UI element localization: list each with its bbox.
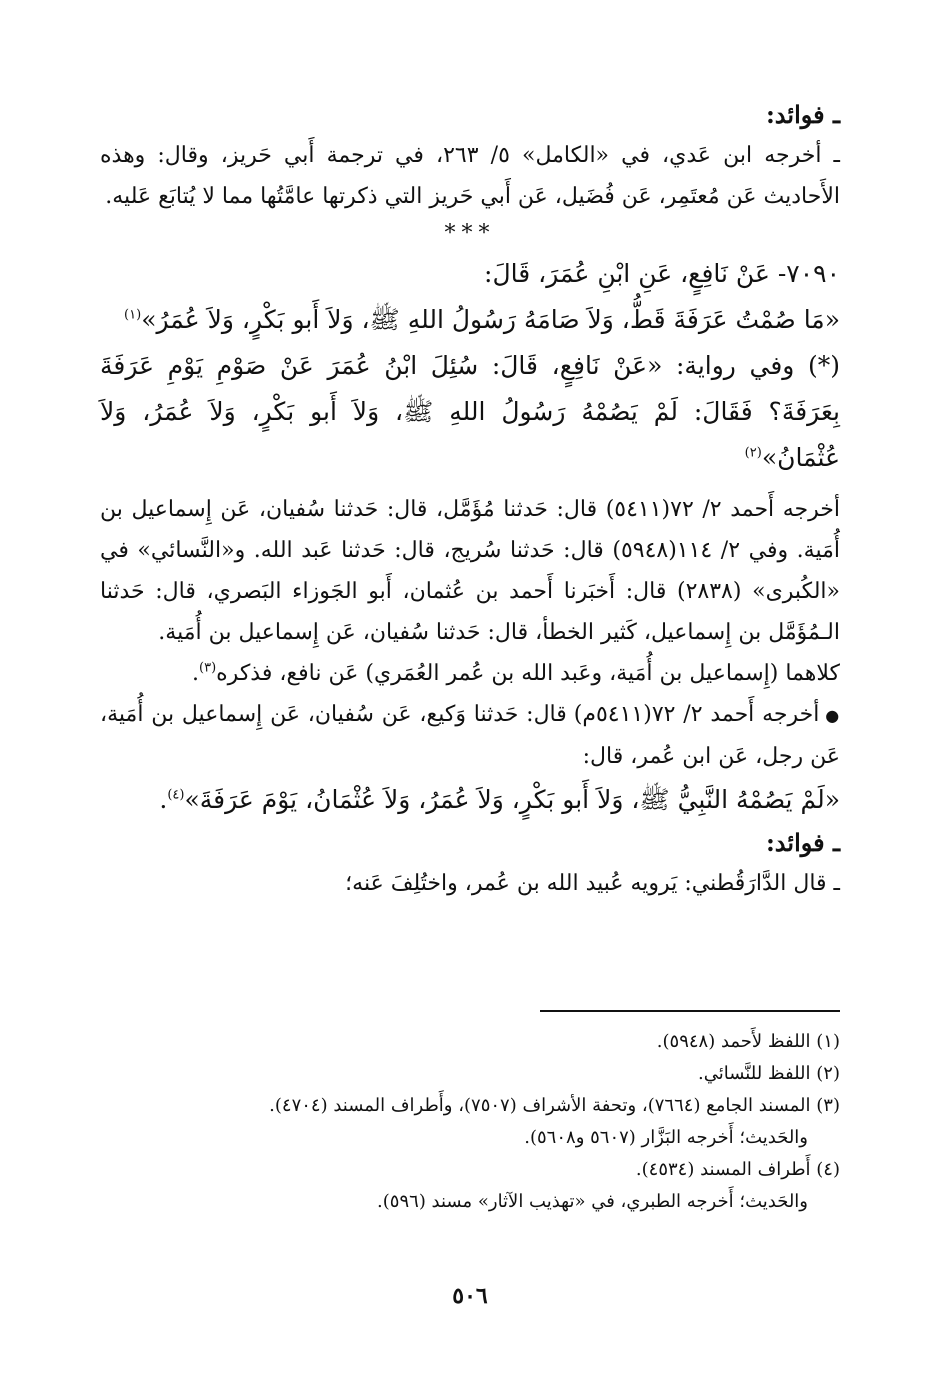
footnote-ref-1: (١): [124, 307, 142, 323]
footnote-item: (٢) اللفظ للنَّسائي.: [698, 1063, 840, 1084]
footnotes: [100, 1010, 840, 1218]
hadith-text-body: «مَا صُمْتُ عَرَفَةَ قَطُّ، وَلاَ صَامَهُ رَسُولُ اللهِ ﷺ، وَلاَ أَبو بَكْرٍ، وَلاَ عُمَرُ»: [141, 305, 840, 334]
hadith-variant-body: (*) وفي رواية: «عَنْ نَافِعٍ، قَالَ: سُئِلَ ابْنُ عُمَرَ عَنْ صَوْمِ يَوْمِ عَرَفَةَ بِعَرَفَةَ؟ فَقَالَ: لَمْ يَصُمْهُ رَسُولُ اللهِ ﷺ، وَلاَ أَبو بَكْرٍ، وَلاَ عُمَرُ، وَلاَ عُثْمَانُ»: [100, 351, 840, 472]
footnote-ref-2: (٢): [744, 445, 762, 461]
main-text: [100, 95, 840, 904]
kilahuma-body: كلاهما (إِسماعيل بن أُمَية، وعَبد الله بن عُمر العُمَري) عَن نافع، فذكره: [216, 661, 840, 686]
hadith-variant: [100, 343, 840, 481]
footnote-ref-3: (٣): [199, 660, 217, 676]
separator-stars: ***: [444, 221, 496, 246]
section-heading-fawaid-2: ـ فوائد:: [765, 827, 840, 857]
footnote-item: (٤) أَطراف المسند (٤٥٣٤).: [635, 1159, 840, 1180]
footnote-item: والحَديث؛ أَخرجه البَزَّار (٥٦٠٧ و٥٦٠٨).: [524, 1127, 808, 1148]
footnote-divider: [540, 1010, 840, 1012]
paragraph-ibn-adi: ـ أخرجه ابن عَدي، في «الكامل» ٥/ ٢٦٣، في ترجمة أَبي حَريز، وقال: وهذه الأَحاديث عَن مُعتَمِر، عَن فُضَيل، عَن أَبي حَريز التي ذكرتها عامَّتُها مما لا يُتابَع عَليه.: [100, 143, 840, 209]
kilahuma-paragraph: كلاهما (إِسماعيل بن أُمَية، وعَبد الله بن عُمر العُمَري) عَن نافع، فذكره$^{(٣)}$.: [192, 660, 840, 686]
section-heading-fawaid: ـ فوائد:: [765, 100, 840, 129]
page-number: ٥٠٦: [452, 1283, 488, 1309]
footnote-item: (١) اللفظ لأَحمد (٥٩٤٨).: [656, 1031, 840, 1052]
footnote-ref-4: (٤): [167, 787, 185, 803]
takhrij-bullet-paragraph: ● أخرجه أَحمد ٢/ ٧٢(٥٤١١م) قال: حَدثنا وَكيع، عَن سُفيان، عَن إِسماعيل بن أُمَية، عَن رجل، عَن ابن عُمر، قال:: [100, 694, 840, 777]
hadith2-text: «لَمْ يَصُمْهُ النَّبِيُّ ﷺ، وَلاَ أَبو بَكْرٍ، وَلاَ عُمَرُ، وَلاَ عُثْمَانُ، يَوْمَ عَرَفَةَ»$^{(٤)}$.: [159, 784, 840, 814]
paragraph-daraqutni: ـ قال الدَّارَقُطني: يَرويه عُبيد الله بن عُمر، واختُلِفَ عَنه؛: [345, 870, 840, 896]
hadith-text: [100, 297, 840, 343]
takhrij-paragraph: أخرجه أَحمد ٢/ ٧٢(٥٤١١) قال: حَدثنا مُؤَمَّل، قال: حَدثنا سُفيان، عَن إِسماعيل بن أُمَية. وفي ٢/ ١١٤(٥٩٤٨) قال: حَدثنا سُريج، قال: حَدثنا عَبد الله. و«النَّسائي» في «الكُبرى» (٢٨٣٨) قال: أَخبَرنا أَحمد بن عُثمان، أَبو الجَوزاء البَصري، قال: حَدثنا الـمُؤَمَّل بن إِسماعيل، كَثير الخطأ، قال: حَدثنا سُفيان، عَن إِسماعيل بن أُمَية.: [100, 497, 840, 645]
hadith-number-intro: ٧٠٩٠- عَنْ نَافِعٍ، عَنِ ابْنِ عُمَرَ، قَالَ:: [484, 259, 840, 288]
hadith2-body: «لَمْ يَصُمْهُ النَّبِيُّ ﷺ، وَلاَ أَبو بَكْرٍ، وَلاَ عُمَرُ، وَلاَ عُثْمَانُ، يَوْمَ عَرَفَةَ»: [184, 784, 840, 814]
footnote-item: والحَديث؛ أَخرجه الطبري، في «تهذيب الآثار» مسند (٥٩٦).: [377, 1191, 808, 1212]
footnote-item: (٣) المسند الجامع (٧٦٦٤)، وتحفة الأشراف (٧٥٠٧)، وأَطراف المسند (٤٧٠٤).: [269, 1095, 840, 1116]
